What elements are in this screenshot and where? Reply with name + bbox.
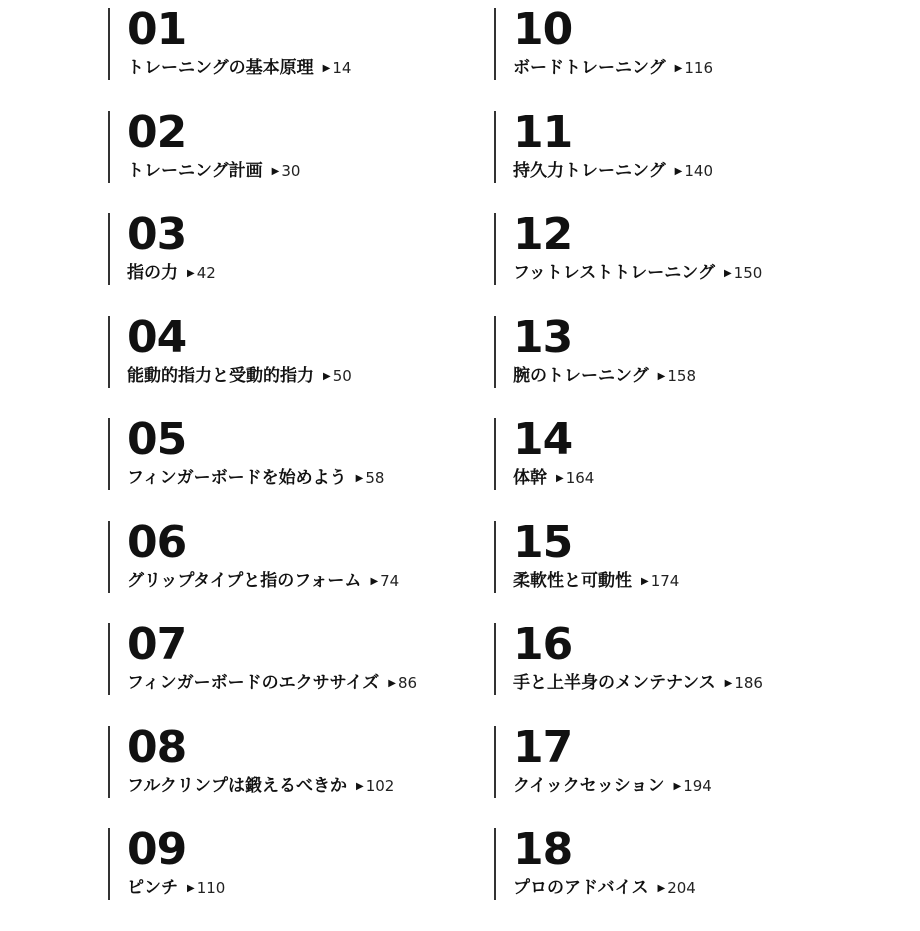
page-number: 58 xyxy=(365,469,385,487)
chapter-number: 05 xyxy=(127,414,187,465)
chapter-title: グリップタイプと指のフォーム xyxy=(127,570,362,591)
page-number: 164 xyxy=(565,469,595,487)
page-number: 116 xyxy=(684,59,714,77)
arrow-right-icon: ▶ xyxy=(673,780,682,792)
toc-column-right xyxy=(494,4,874,931)
chapter-number: 12 xyxy=(513,209,573,260)
chapter-title: フィンガーボードを始めよう xyxy=(127,468,347,488)
arrow-right-icon: ▶ xyxy=(355,473,364,484)
page-number: 14 xyxy=(332,59,352,77)
chapter-entry-13[interactable] xyxy=(494,311,874,388)
page-number: 74 xyxy=(380,571,400,590)
chapter-title: 柔軟性と可動性 xyxy=(513,570,632,591)
page-number: 86 xyxy=(397,674,418,692)
chapter-entry-02[interactable] xyxy=(108,106,488,183)
chapter-entry-10[interactable] xyxy=(494,4,874,80)
chapter-number: 14 xyxy=(513,414,573,465)
arrow-right-icon: ▶ xyxy=(322,63,331,74)
arrow-right-icon: ▶ xyxy=(355,780,364,792)
chapter-number: 08 xyxy=(127,721,187,773)
arrow-right-icon: ▶ xyxy=(657,370,666,382)
page-number: 50 xyxy=(332,366,352,385)
chapter-entry-12[interactable] xyxy=(494,209,874,285)
chapter-number: 17 xyxy=(513,721,573,773)
chapter-title: 能動的指力と受動的指力 xyxy=(127,365,314,386)
chapter-title: 持久力トレーニング xyxy=(513,160,666,181)
chapter-entry-17[interactable] xyxy=(494,721,874,798)
chapter-number: 07 xyxy=(127,619,187,670)
chapter-title: フットレストトレーニング xyxy=(513,263,715,283)
chapter-title: プロのアドバイス xyxy=(513,878,649,898)
page-number: 150 xyxy=(733,264,763,282)
chapter-entry-07[interactable] xyxy=(108,619,488,695)
chapter-title: トレーニング計画 xyxy=(127,160,263,181)
chapter-entry-14[interactable] xyxy=(494,414,874,490)
chapter-entry-04[interactable] xyxy=(108,311,488,388)
chapter-title: フィンガーボードのエクササイズ xyxy=(127,673,380,693)
chapter-number: 15 xyxy=(513,516,573,568)
chapter-title: クイックセッション xyxy=(513,775,665,796)
chapter-entry-09[interactable] xyxy=(108,824,488,900)
chapter-entry-11[interactable] xyxy=(494,106,874,183)
arrow-right-icon: ▶ xyxy=(724,678,733,689)
chapter-number: 09 xyxy=(127,824,187,875)
arrow-right-icon: ▶ xyxy=(674,63,683,74)
chapter-title: ボードトレーニング xyxy=(513,58,666,78)
arrow-right-icon: ▶ xyxy=(388,678,396,689)
page-number: 140 xyxy=(684,161,714,180)
page-number: 102 xyxy=(365,776,395,795)
page-number: 186 xyxy=(734,674,763,692)
arrow-right-icon: ▶ xyxy=(370,575,379,587)
chapter-entry-01[interactable] xyxy=(108,4,488,80)
page-number: 174 xyxy=(650,571,680,590)
page-number: 42 xyxy=(196,264,216,282)
arrow-right-icon: ▶ xyxy=(323,370,331,382)
chapter-number: 13 xyxy=(513,311,573,363)
chapter-number: 02 xyxy=(127,106,187,158)
toc-column-left xyxy=(108,4,488,931)
page-number: 110 xyxy=(196,879,226,897)
chapter-title: 手と上半身のメンテナンス xyxy=(513,673,716,693)
chapter-entry-08[interactable] xyxy=(108,721,488,798)
page-number: 30 xyxy=(281,161,301,180)
arrow-right-icon: ▶ xyxy=(187,883,195,894)
chapter-title: 体幹 xyxy=(513,468,547,488)
arrow-right-icon: ▶ xyxy=(657,883,666,894)
chapter-entry-03[interactable] xyxy=(108,209,488,285)
arrow-right-icon: ▶ xyxy=(187,268,195,279)
chapter-number: 18 xyxy=(513,824,573,875)
chapter-number: 11 xyxy=(513,106,573,158)
arrow-right-icon: ▶ xyxy=(723,268,732,279)
chapter-title: ピンチ xyxy=(127,878,178,898)
chapter-number: 06 xyxy=(127,516,187,568)
arrow-right-icon: ▶ xyxy=(556,473,564,484)
chapter-entry-18[interactable] xyxy=(494,824,874,900)
chapter-entry-15[interactable] xyxy=(494,516,874,593)
chapter-entry-16[interactable] xyxy=(494,619,874,695)
chapter-title: トレーニングの基本原理 xyxy=(127,58,314,78)
chapter-title: 腕のトレーニング xyxy=(513,365,649,386)
arrow-right-icon: ▶ xyxy=(271,165,280,177)
page-number: 194 xyxy=(683,776,712,795)
chapter-number: 16 xyxy=(513,619,573,670)
chapter-number: 10 xyxy=(513,4,573,55)
page-number: 158 xyxy=(667,366,697,385)
arrow-right-icon: ▶ xyxy=(674,165,683,177)
page-number: 204 xyxy=(667,879,696,897)
chapter-title: フルクリンプは鍛えるべきか xyxy=(127,775,347,796)
chapter-number: 01 xyxy=(127,4,187,55)
chapter-entry-05[interactable] xyxy=(108,414,488,490)
chapter-title: 指の力 xyxy=(127,263,178,283)
chapter-entry-06[interactable] xyxy=(108,516,488,593)
chapter-number: 04 xyxy=(127,311,187,363)
arrow-right-icon: ▶ xyxy=(641,575,649,587)
chapter-number: 03 xyxy=(127,209,187,260)
